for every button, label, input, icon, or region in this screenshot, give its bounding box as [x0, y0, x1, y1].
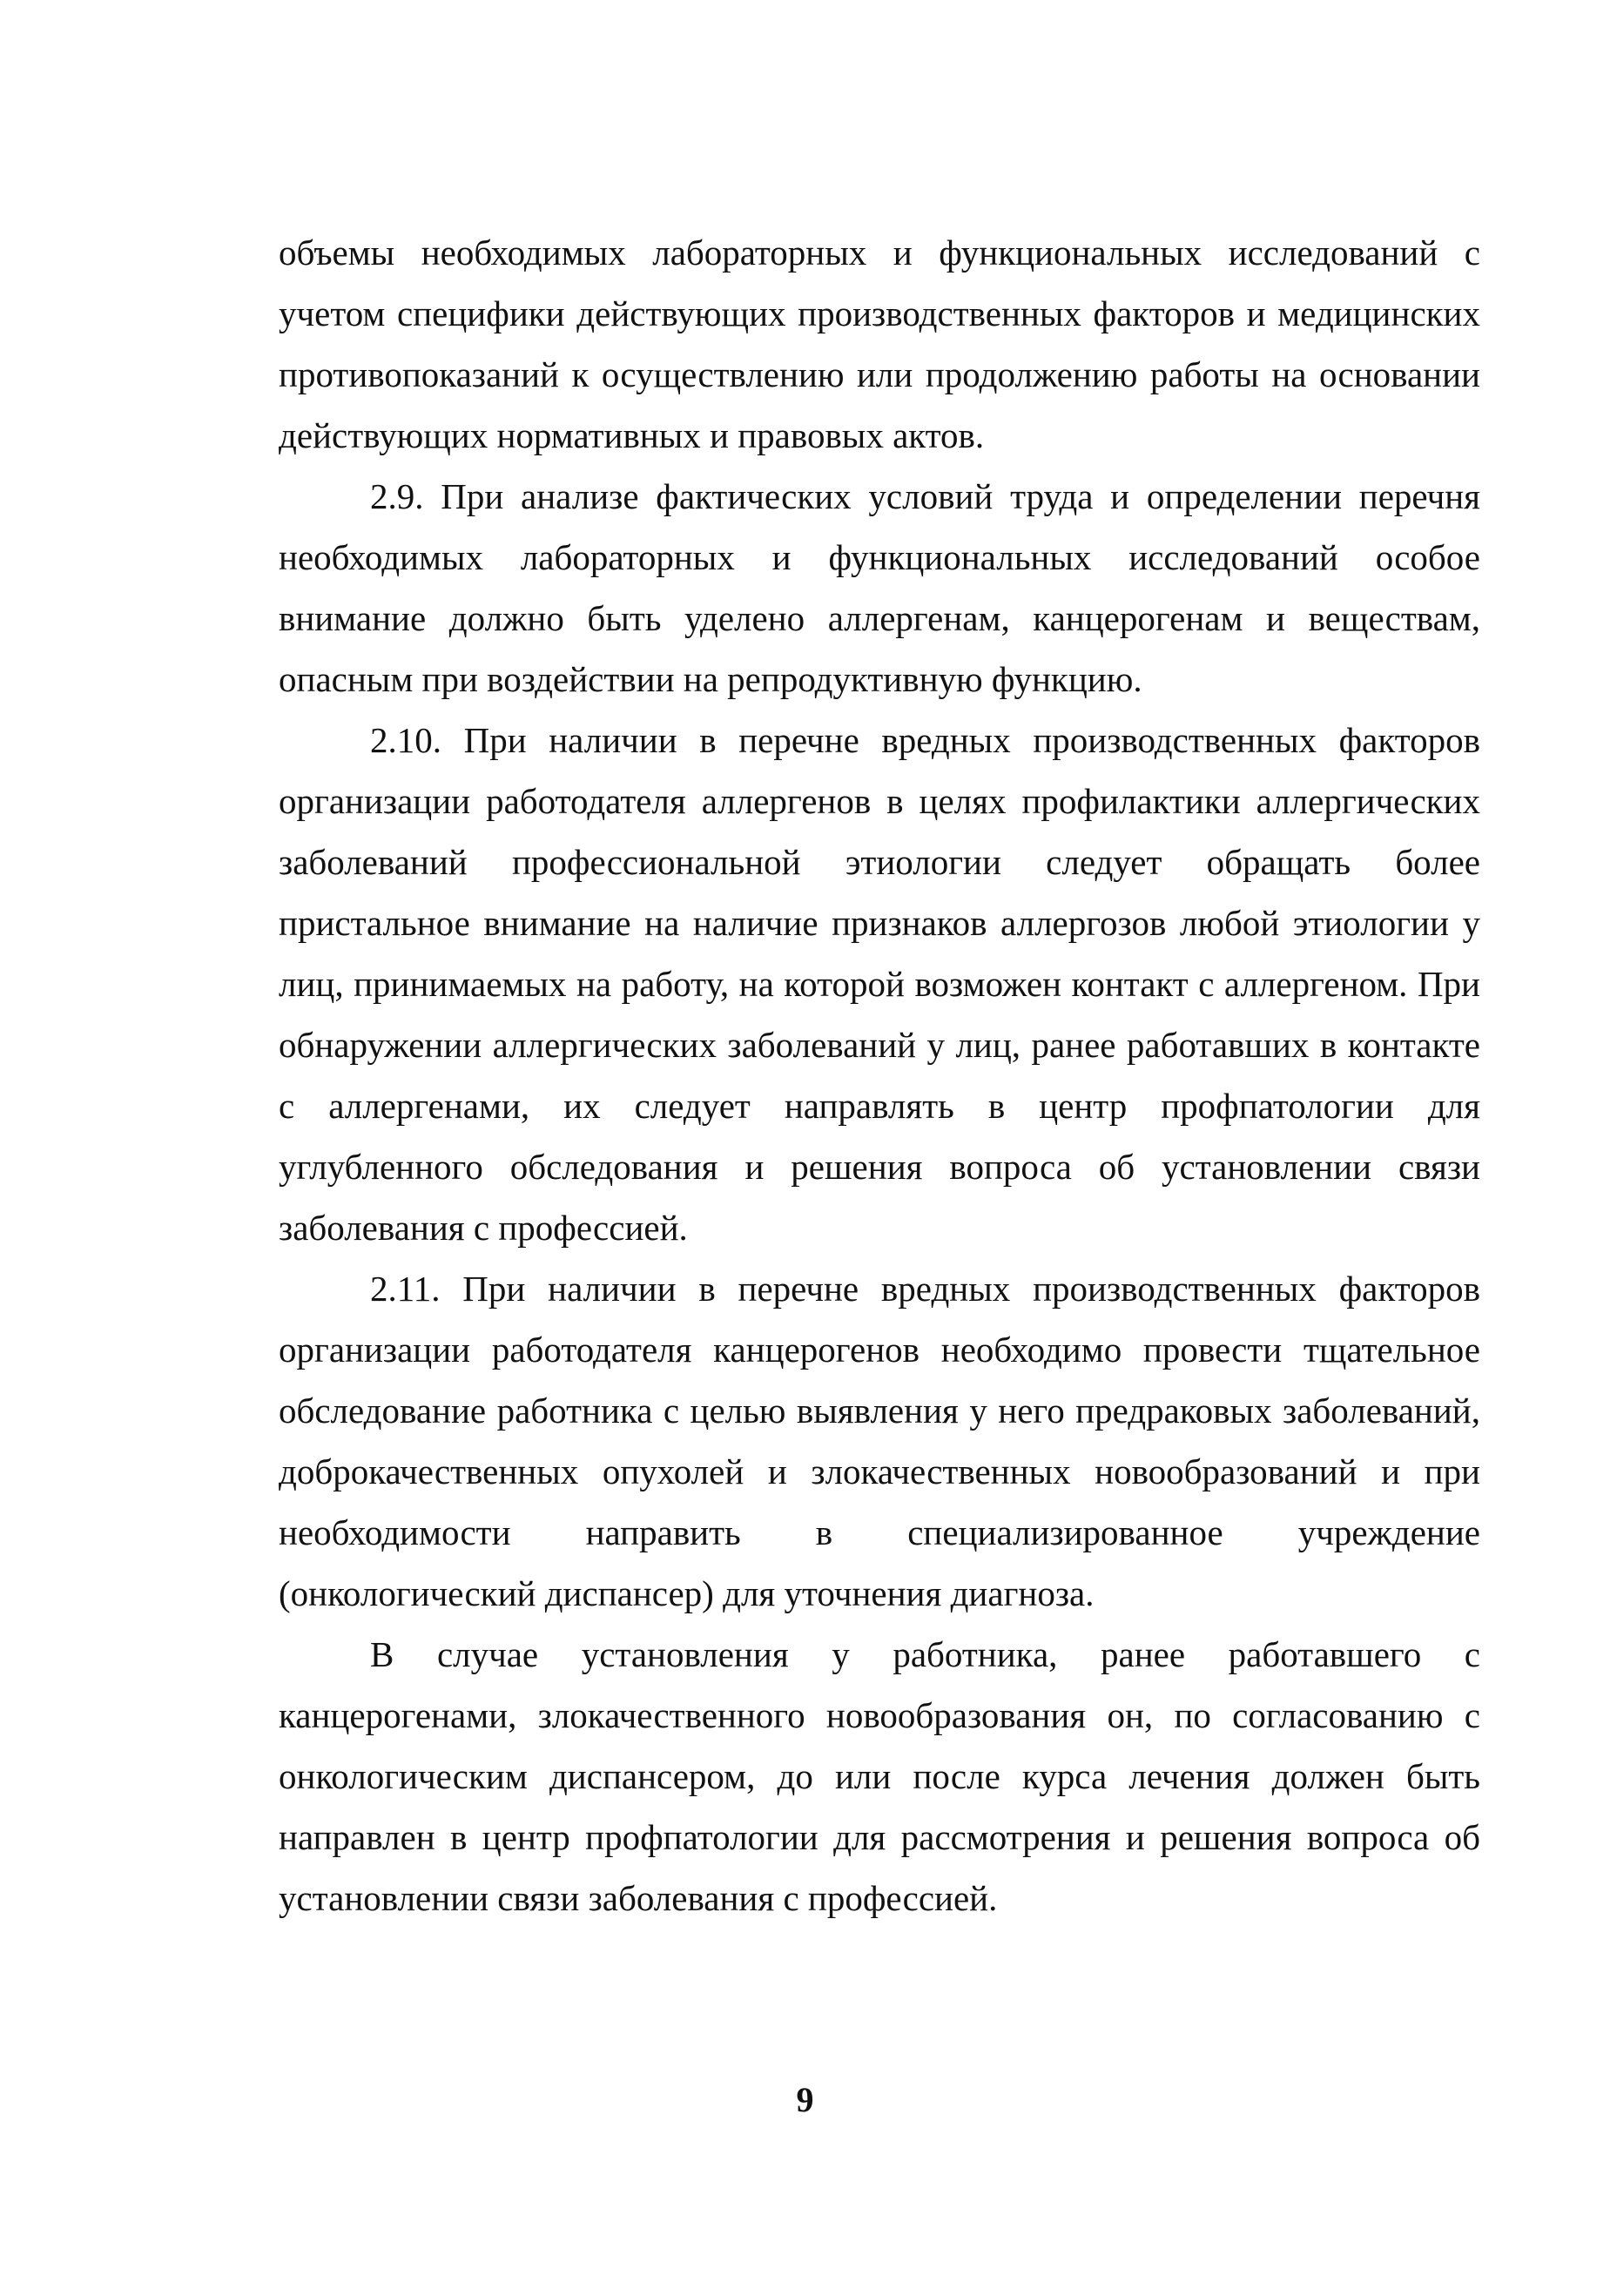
paragraph-continuation: объемы необходимых лабораторных и функциональных исследований с учетом специфики действующих производственных факторов и медицинских противопоказаний к осуществлению или продолжению работы на основании действующих нормативных и правовых актов.: [279, 232, 1480, 455]
paragraph-2-9: 2.9. При анализе фактических условий труда и определении перечня необходимых лабораторных и функциональных исследований особое внимание должно быть уделено аллергенам, канцерогенам и веществам, опасным при воздействии на репродуктивную функцию.: [279, 476, 1480, 699]
paragraph-cancer-case: В случае установления у работника, ранее работавшего с канцерогенами, злокачественного новообразования он, по согласованию с онкологическим диспансером, до или после курса лечения должен быть направлен в центр профпатологии для рассмотрения и решения вопроса об установлении связи заболевания с профессией.: [279, 1634, 1480, 1918]
paragraph-2-10: 2.10. При наличии в перечне вредных производственных факторов организации работодателя аллергенов в целях профилактики аллергических заболеваний профессиональной этиологии следует обращать более пристальное внимание на наличие признаков аллергозов любой этиологии у лиц, принимаемых на работу, на которой возможен контакт с аллергеном. При обнаружении аллергических заболеваний у лиц, ранее работавших в контакте с аллергенами, их следует направлять в центр профпатологии для углубленного обследования и решения вопроса об установлении связи заболевания с профессией.: [279, 720, 1480, 1248]
paragraph-2-11: 2.11. При наличии в перечне вредных производственных факторов организации работодателя канцерогенов необходимо провести тщательное обследование работника с целью выявления у него предраковых заболеваний, доброкачественных опухолей и злокачественных новообразований и при необходимости направить в специализированное учреждение (онкологический диспансер) для уточнения диагноза.: [279, 1269, 1480, 1613]
document-body: [279, 222, 1480, 1929]
page-number: 9: [796, 2080, 814, 2119]
